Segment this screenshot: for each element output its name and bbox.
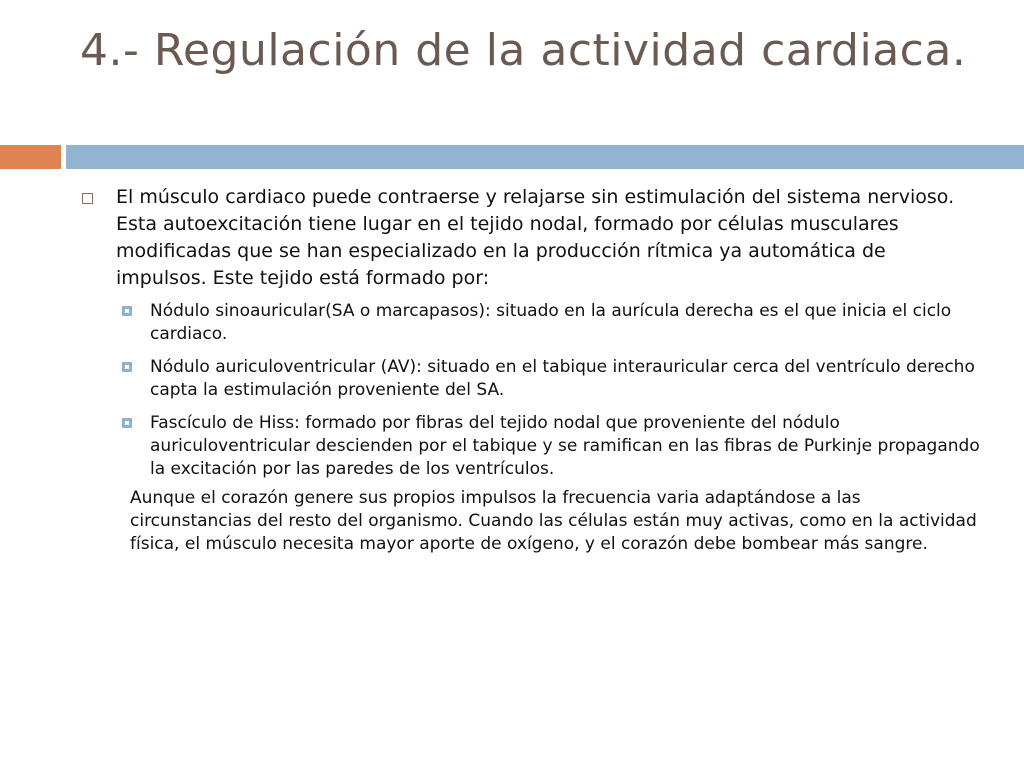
sub-bullet-item	[80, 300, 980, 346]
main-bullet-item	[80, 184, 980, 292]
main-bullet-text: El músculo cardiaco puede contraerse y relajarse sin estimulación del sistema nervioso. Esta autoexcitación tiene lugar en el tejido nodal, formado por células musculares modificadas que se han especializado en la producción rítmica ya automática de impulsos. Este tejido está formado por:	[116, 186, 955, 289]
square-bullet-icon	[122, 418, 132, 428]
slide-body	[80, 184, 980, 556]
sub-bullet-item	[80, 356, 980, 402]
sub-bullet-item	[80, 412, 980, 481]
hollow-square-bullet-icon	[82, 193, 93, 204]
title-accent-bar	[0, 145, 61, 169]
slide-title: 4.- Regulación de la actividad cardiaca.	[80, 25, 967, 76]
sub-bullet-text: Nódulo auriculoventricular (AV): situado en el tabique interauricular cerca del ventrículo derecho capta la estimulación proveniente del SA.	[150, 357, 975, 400]
sub-bullet-text: Nódulo sinoauricular(SA o marcapasos): situado en la aurícula derecha es el que inicia el ciclo cardiaco.	[150, 301, 952, 344]
closing-paragraph: Aunque el corazón genere sus propios impulsos la frecuencia varia adaptándose a las circunstancias del resto del organismo. Cuando las células están muy activas, como en la actividad física, el músculo necesita mayor aporte de oxígeno, y el corazón debe bombear más sangre.	[130, 488, 977, 554]
sub-bullet-text: Fascículo de Hiss: formado por fibras del tejido nodal que proveniente del nódulo auriculoventricular descienden por el tabique y se ramifican en las fibras de Purkinje propagando la excitación por las paredes de los ventrículos.	[150, 413, 980, 479]
square-bullet-icon	[122, 306, 132, 316]
square-bullet-icon	[122, 362, 132, 372]
title-underline-bar	[66, 145, 1024, 169]
